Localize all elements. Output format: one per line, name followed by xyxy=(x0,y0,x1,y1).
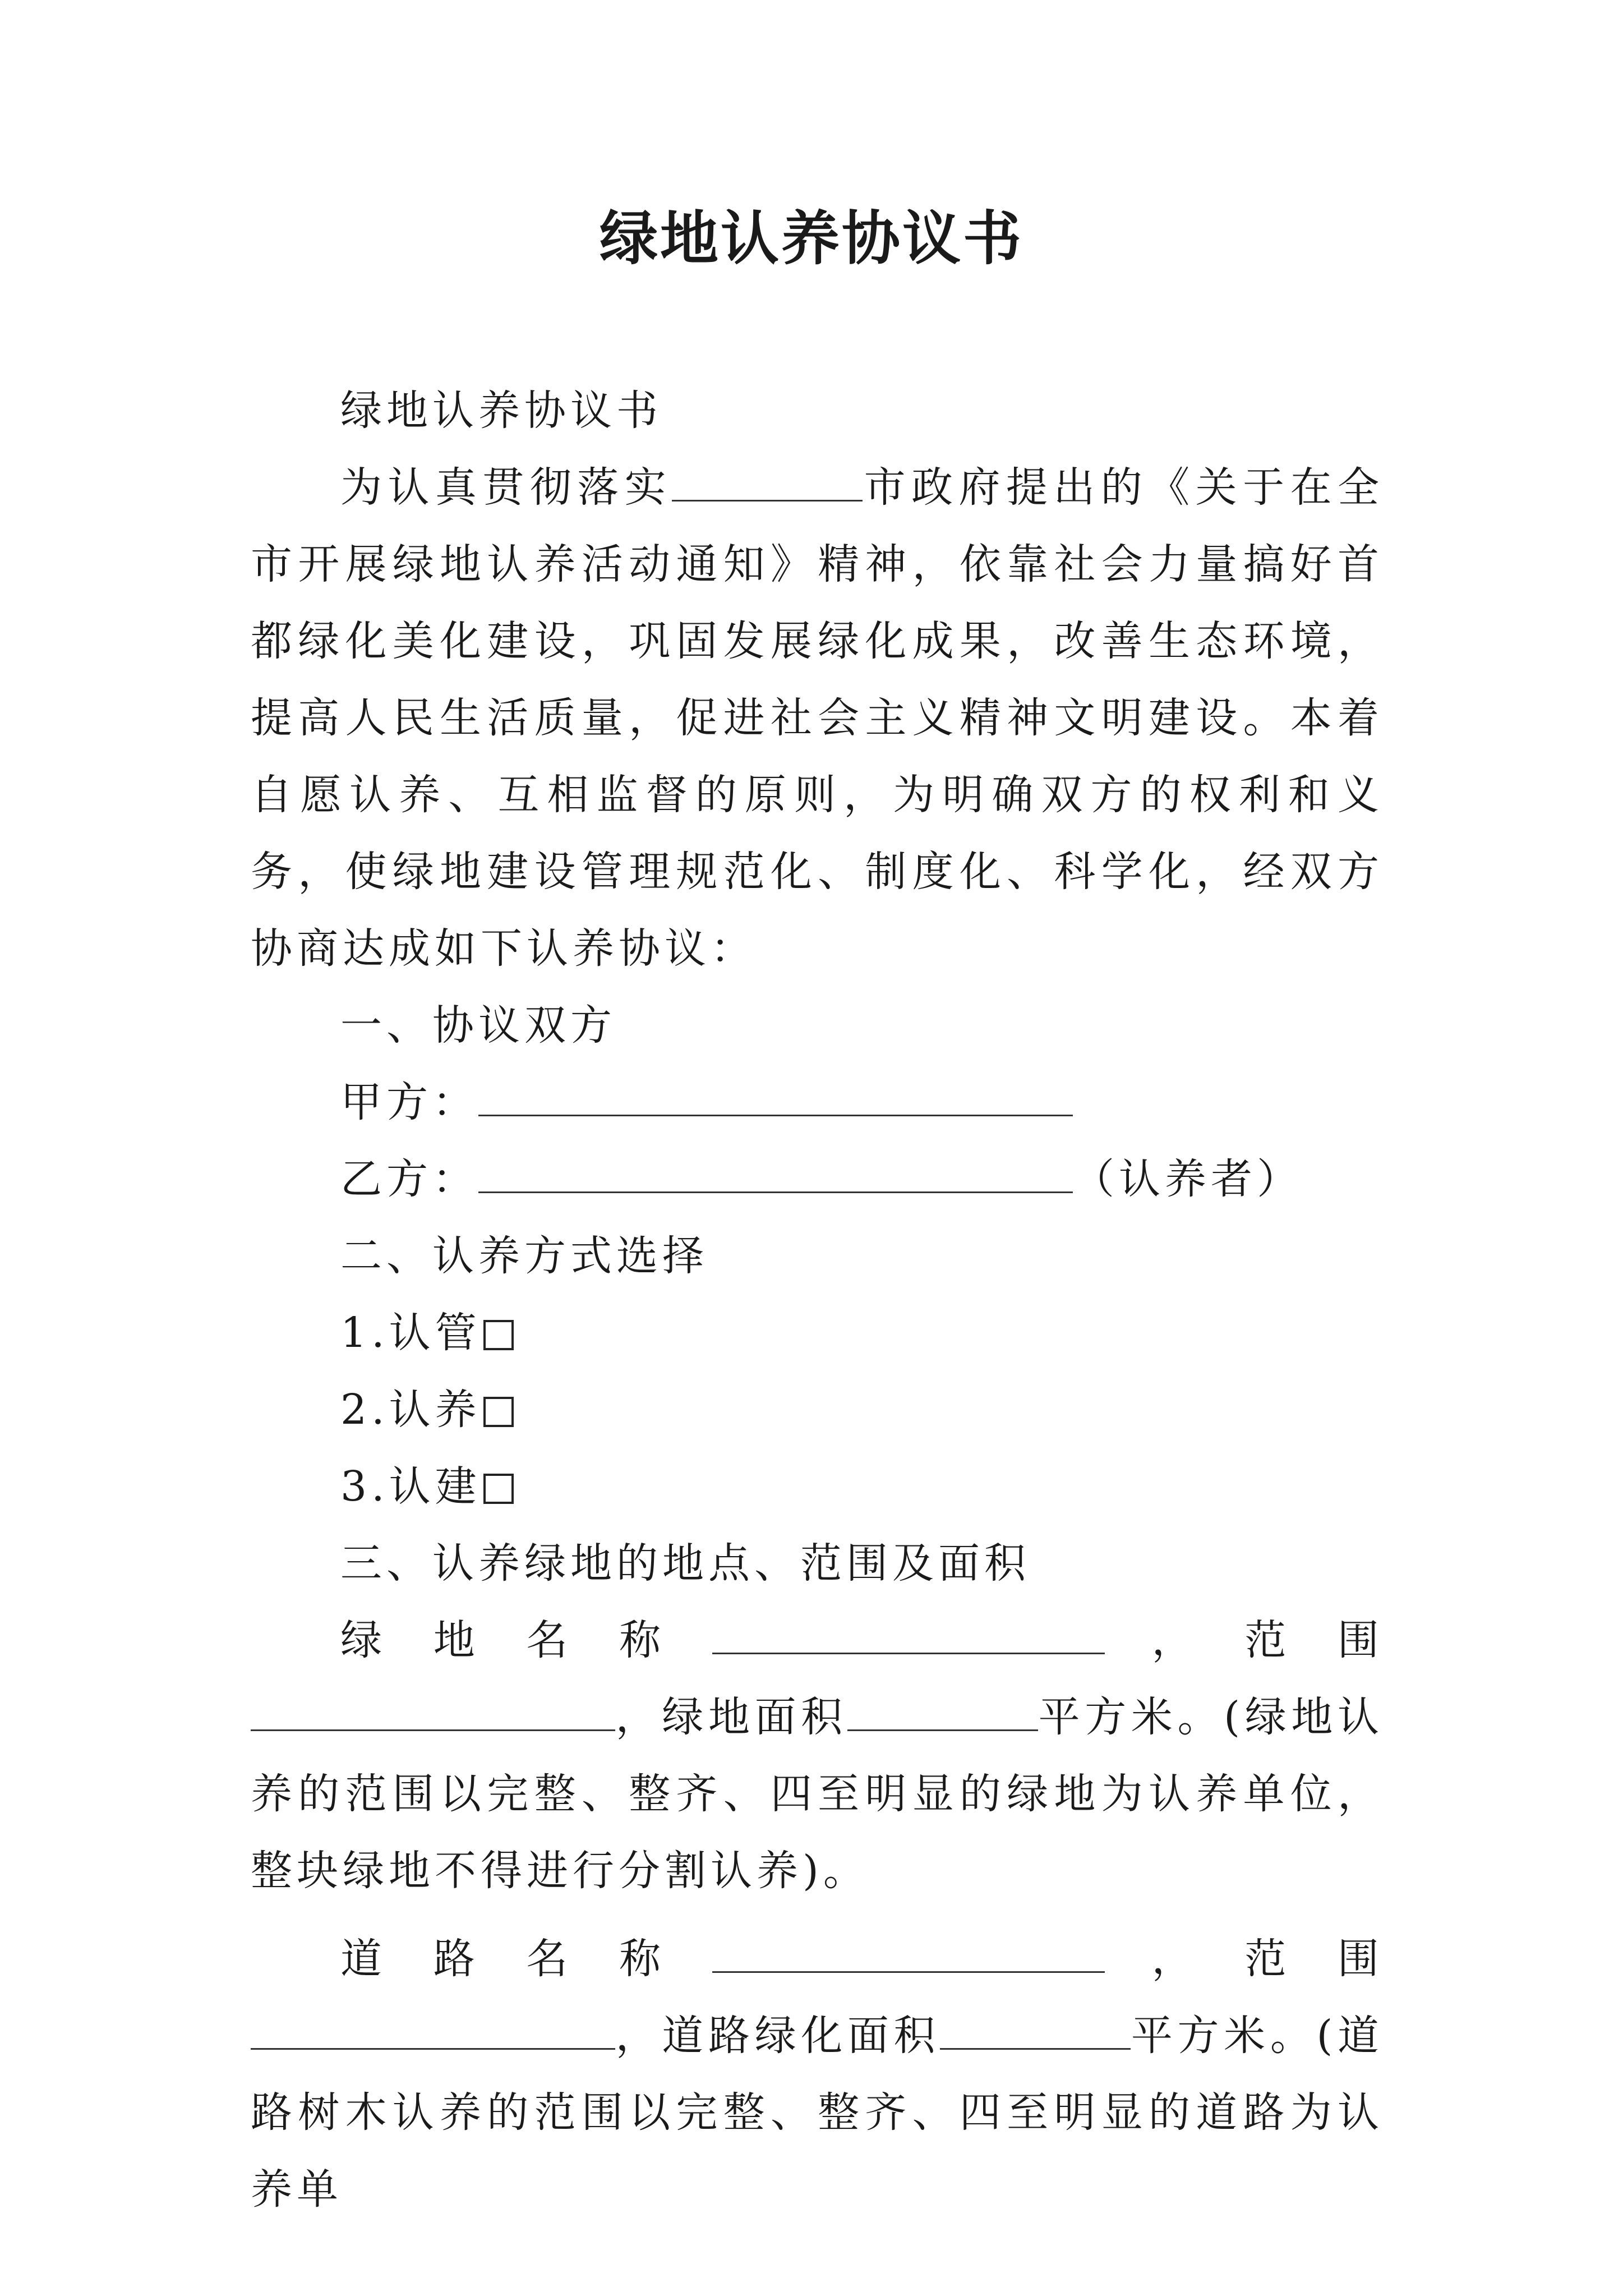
road-note: 平方米。(道路树木认养的范围以完整、整齐、四至明显的道路为认养单 xyxy=(251,2012,1384,2214)
label-char: 名 xyxy=(526,1935,573,1983)
comma: ， xyxy=(1151,1616,1198,1664)
label-char: 围 xyxy=(1337,1935,1384,1983)
party-a-label: 甲方： xyxy=(340,1078,478,1126)
checkbox-icon[interactable] xyxy=(483,1474,514,1504)
option-label: 2.认养 xyxy=(340,1386,481,1434)
label-char: 地 xyxy=(433,1616,479,1664)
section3-heading: 三、认养绿地的地点、范围及面积 xyxy=(340,1539,1030,1588)
document-title: 绿地认养协议书 xyxy=(599,204,1023,273)
road-range-paragraph xyxy=(251,1998,1384,2228)
road-area-blank[interactable] xyxy=(940,2013,1131,2050)
option-label: 1.认管 xyxy=(340,1309,481,1357)
party-b-line xyxy=(251,1141,1384,1218)
section1-heading: 一、协议双方 xyxy=(340,1001,616,1050)
green-area-label: ，绿地面积 xyxy=(615,1693,847,1741)
label-char: 范 xyxy=(1244,1616,1291,1664)
option-line xyxy=(251,1295,1384,1372)
document-body xyxy=(251,372,1384,2228)
intro-text-rest: 市政府提出的《关于在全市开展绿地认养活动通知》精神，依靠社会力量搞好首都绿化美化建设，巩固发展绿化成果，改善生态环境，提高人民生活质量，促进社会主义精神文明建设。本着自愿认养、互相监督的原则，为明确双方的权利和义务，使绿地建设管理规范化、制度化、科学化，经双方协商达成如下认养协议： xyxy=(251,463,1384,973)
road-range-blank[interactable] xyxy=(251,2013,615,2050)
label-char: 道 xyxy=(340,1935,386,1983)
option-line xyxy=(251,1448,1384,1525)
road-name-blank[interactable] xyxy=(712,1936,1105,1973)
party-b-note: （认养者） xyxy=(1073,1155,1303,1203)
section2-heading: 二、认养方式选择 xyxy=(340,1232,708,1280)
checkbox-icon[interactable] xyxy=(483,1397,514,1427)
green-range-paragraph xyxy=(251,1679,1384,1910)
green-note: 平方米。(绿地认养的范围以完整、整齐、四至明显的绿地为认养单位，整块绿地不得进行分割认养)。 xyxy=(251,1693,1384,1895)
road-name-line xyxy=(340,1921,1384,1998)
intro-paragraph xyxy=(251,449,1384,987)
checkbox-icon[interactable] xyxy=(483,1320,514,1350)
green-name-blank[interactable] xyxy=(712,1618,1105,1654)
repeated-heading: 绿地认养协议书 xyxy=(340,386,662,435)
intro-text-start: 为认真贯彻落实 xyxy=(340,463,672,512)
option-line xyxy=(251,1372,1384,1448)
green-name-line xyxy=(340,1602,1384,1679)
comma: ， xyxy=(1151,1935,1198,1983)
party-a-line xyxy=(251,1064,1384,1141)
label-char: 称 xyxy=(619,1935,666,1983)
label-char: 绿 xyxy=(340,1616,386,1664)
party-a-blank[interactable] xyxy=(478,1080,1073,1116)
road-area-label: ，道路绿化面积 xyxy=(615,2012,940,2060)
party-b-blank[interactable] xyxy=(478,1157,1073,1193)
label-char: 称 xyxy=(619,1616,666,1664)
party-b-label: 乙方： xyxy=(340,1155,478,1203)
label-char: 围 xyxy=(1337,1616,1384,1664)
option-label: 3.认建 xyxy=(340,1462,481,1511)
spacer xyxy=(251,1910,1384,1921)
city-blank[interactable] xyxy=(672,465,863,501)
label-char: 范 xyxy=(1244,1935,1291,1983)
green-range-blank[interactable] xyxy=(251,1695,615,1731)
label-char: 名 xyxy=(526,1616,573,1664)
label-char: 路 xyxy=(433,1935,479,1983)
green-area-blank[interactable] xyxy=(847,1695,1038,1731)
